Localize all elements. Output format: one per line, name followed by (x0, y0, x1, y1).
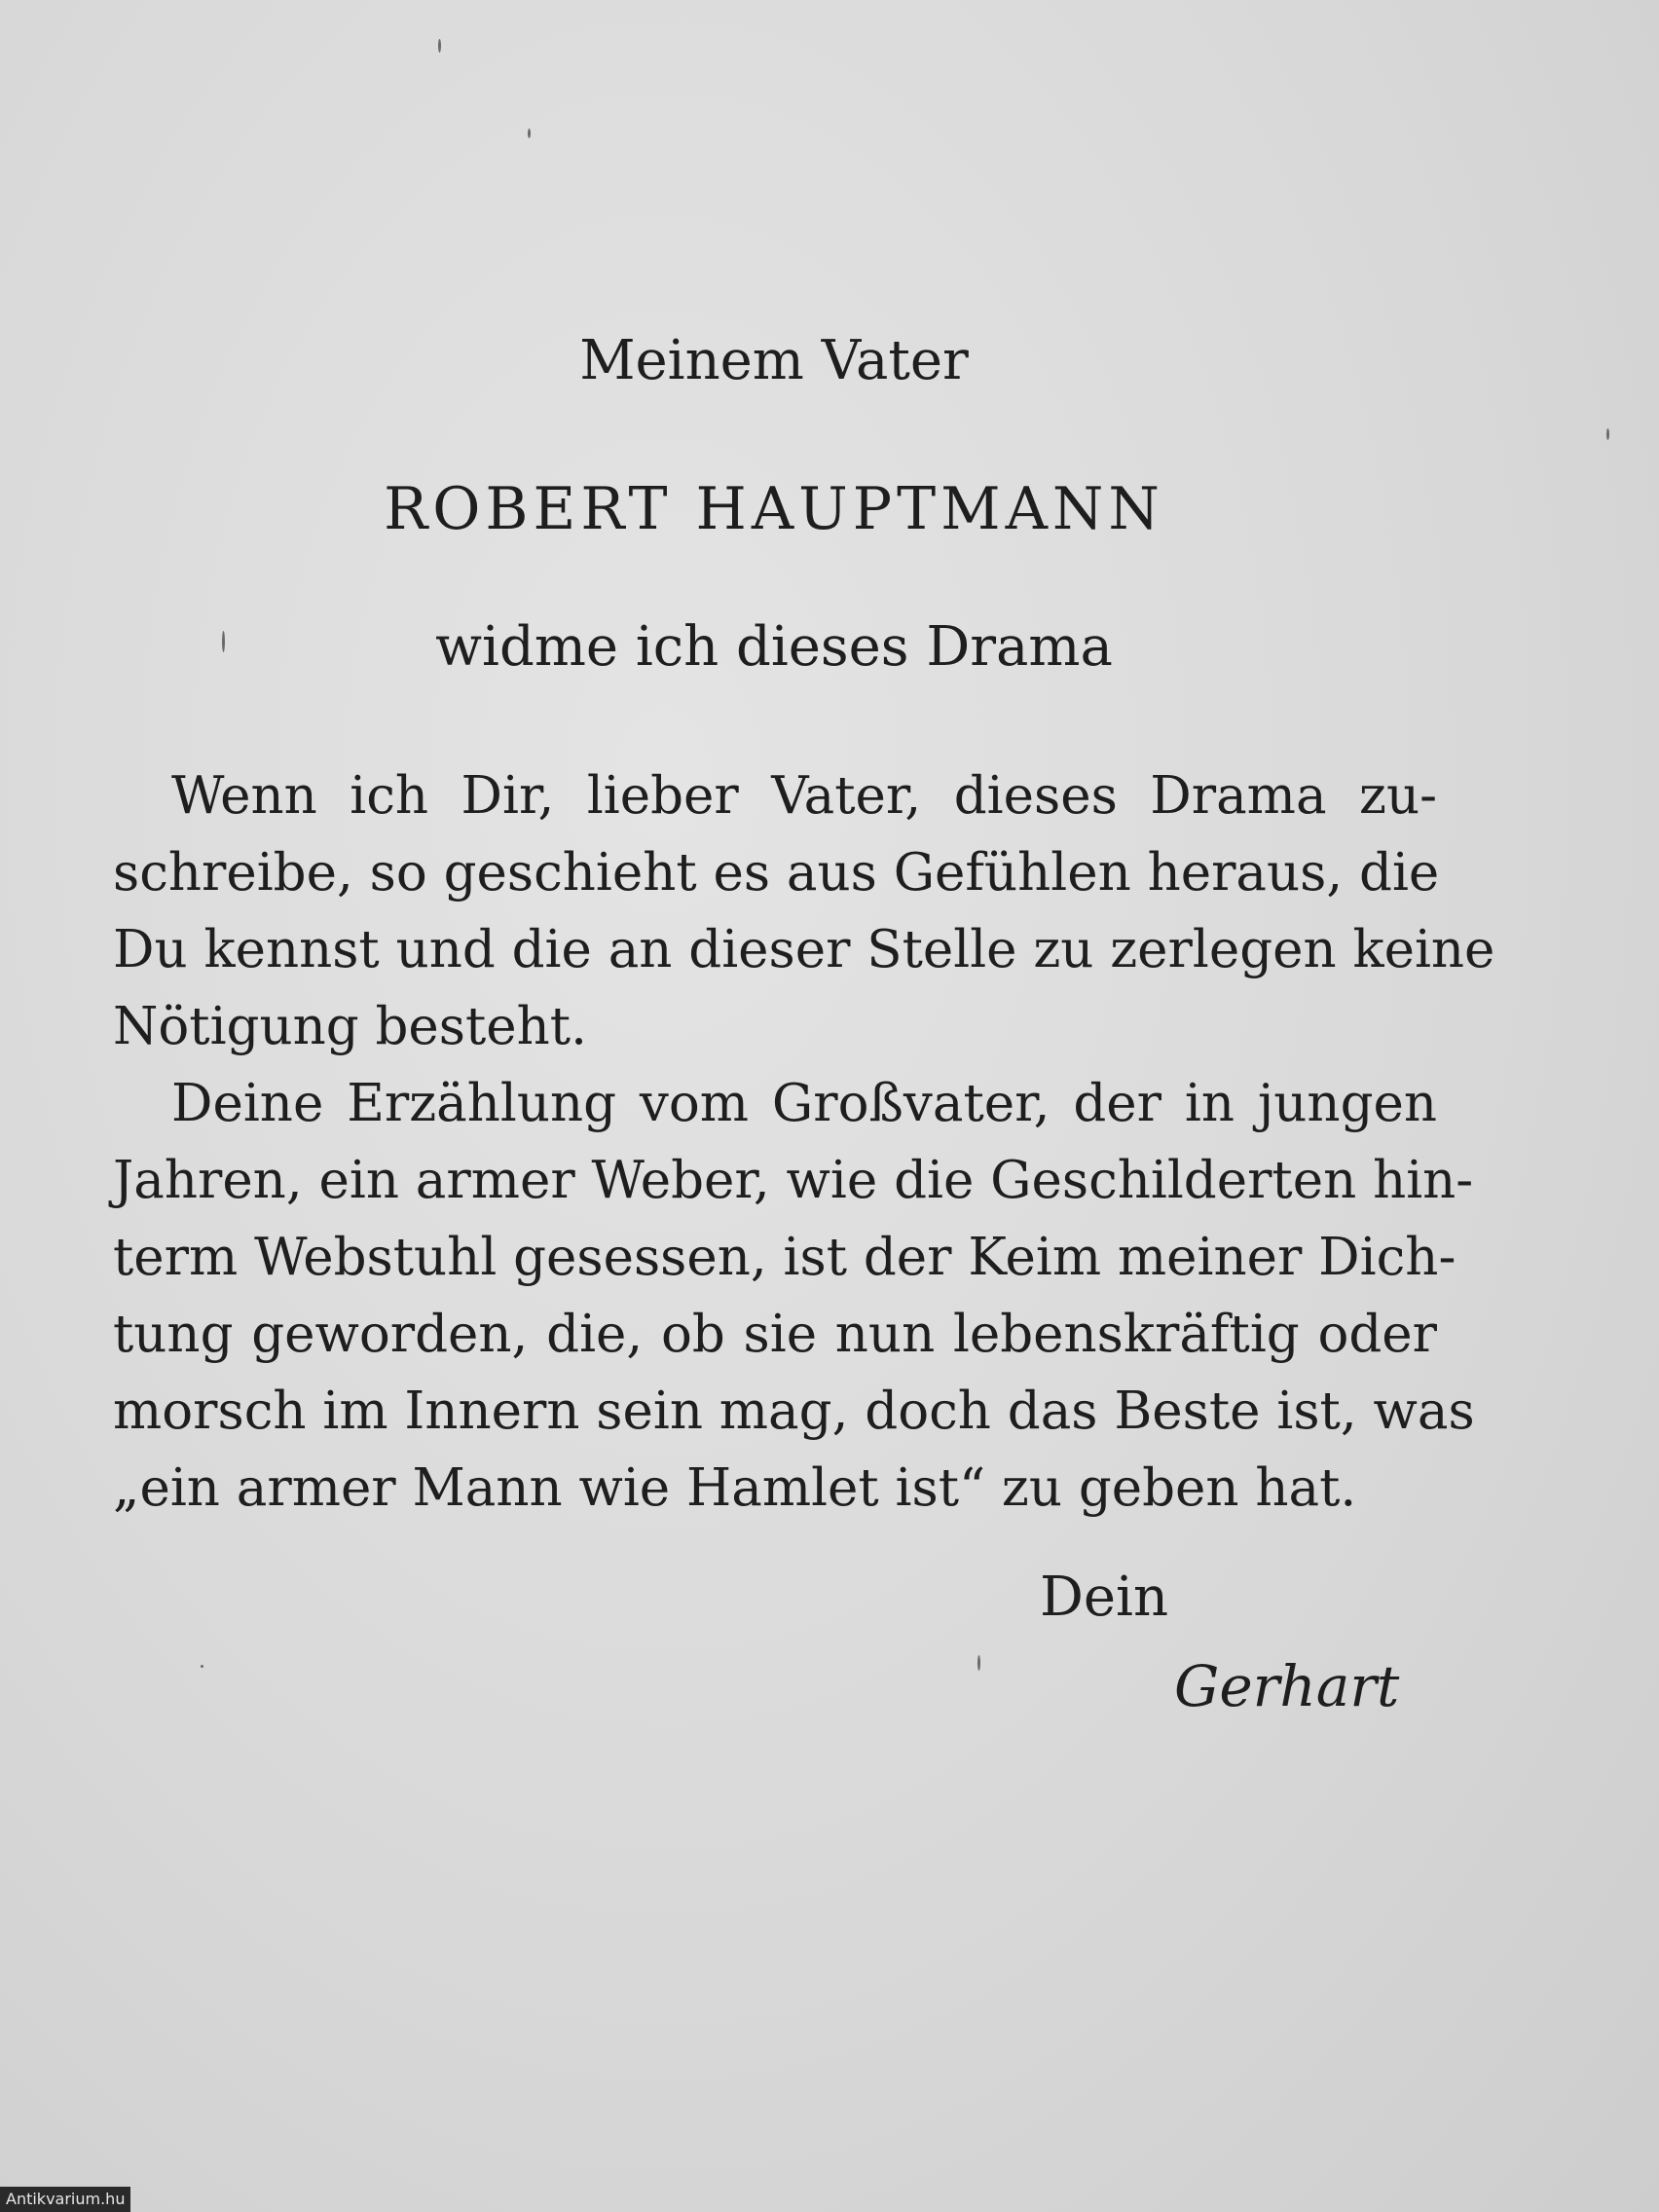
paragraph-line: Wenn ich Dir, lieber Vater, dieses Drama zu- (171, 766, 1437, 826)
paper-speck (438, 39, 441, 53)
paper-speck (977, 1655, 980, 1671)
dedication-text: widme ich dieses Drama (435, 615, 1113, 679)
paragraph-line: Nötigung besteht. (113, 997, 587, 1056)
signature: Gerhart (1174, 1653, 1400, 1719)
paragraph-line: morsch im Innern sein mag, doch das Beste ist, was (113, 1382, 1475, 1441)
paper-speck (201, 1665, 203, 1668)
paragraph-line: term Webstuhl gesessen, ist der Keim meiner Dich- (113, 1228, 1456, 1287)
paragraph-line: Deine Erzählung vom Großvater, der in jungen (171, 1074, 1437, 1133)
watermark: Antikvarium.hu (0, 2187, 130, 2212)
paper-speck (1606, 428, 1609, 440)
dedication-to: Meinem Vater (579, 329, 969, 392)
paper-speck (222, 631, 225, 652)
paragraph-line: tung geworden, die, ob sie nun lebenskräftig oder (113, 1305, 1437, 1364)
paper-speck (528, 129, 531, 138)
closing-salutation: Dein (1040, 1566, 1169, 1629)
paragraph-line: Du kennst und die an dieser Stelle zu zerlegen keine (113, 920, 1495, 979)
paragraph-line: Jahren, ein armer Weber, wie die Geschilderten hin- (113, 1151, 1474, 1210)
dedication-name: ROBERT HAUPTMANN (384, 475, 1164, 543)
paragraph-line: schreibe, so geschieht es aus Gefühlen heraus, die (113, 843, 1440, 903)
paragraph-line: „ein armer Mann wie Hamlet ist“ zu geben hat. (113, 1458, 1357, 1518)
